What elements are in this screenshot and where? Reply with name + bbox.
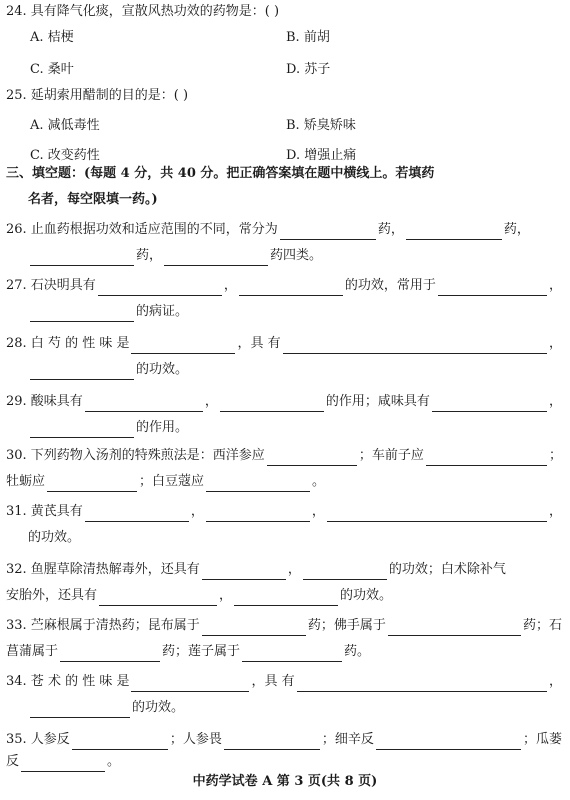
q30-text-c: ； <box>548 448 562 463</box>
q25-option-c: C. 改变药性 <box>30 148 100 163</box>
q33-text-d: 菖蒲属于 <box>6 644 59 659</box>
q33-text-c: 药；石 <box>522 618 562 633</box>
q28-text-a: 28. 白 芍 的 性 味 是 <box>6 336 130 351</box>
q31-text-b: ， <box>190 504 204 519</box>
q27-blank-2[interactable] <box>239 281 343 296</box>
q27-line1 <box>6 276 562 296</box>
q29-text-a: 29. 酸味具有 <box>6 394 83 409</box>
q27-text-e: 的病证。 <box>136 304 189 319</box>
q32-line1 <box>6 560 562 580</box>
q34-blank-1[interactable] <box>131 677 249 692</box>
q31-blank-3[interactable] <box>327 507 547 522</box>
q28-blank-3[interactable] <box>30 365 134 380</box>
q35-text-b: ；人参畏 <box>169 732 222 747</box>
q34-line2 <box>28 698 562 718</box>
q27-text-d: ， <box>548 278 562 293</box>
q24-stem <box>6 2 562 22</box>
q29-blank-3[interactable] <box>432 397 547 412</box>
q35-text-f: 。 <box>107 754 121 769</box>
q35-line1 <box>6 730 562 750</box>
q32-text-c: 的功效；白术除补气 <box>388 562 506 577</box>
q30-blank-4[interactable] <box>206 477 310 492</box>
q31-line2 <box>28 528 562 548</box>
q29-blank-1[interactable] <box>85 397 203 412</box>
q34-blank-2[interactable] <box>297 677 547 692</box>
q28-text-c: ， <box>548 336 562 351</box>
q26-blank-1[interactable] <box>280 225 376 240</box>
q26-text-b: 药， <box>377 222 404 237</box>
q34-line1 <box>6 672 562 692</box>
q27-text-b: ， <box>223 278 237 293</box>
q31-text-c: ， <box>311 504 325 519</box>
q29-line1 <box>6 392 562 412</box>
q24-option-a: A. 桔梗 <box>30 30 74 45</box>
q33-line1 <box>6 616 562 636</box>
q30-line1 <box>6 446 562 466</box>
q29-text-b: ， <box>204 394 218 409</box>
q31-line1 <box>6 502 562 522</box>
q28-blank-1[interactable] <box>131 339 235 354</box>
q25-option-b: B. 矫臭矫味 <box>286 118 356 133</box>
q29-text-d: ， <box>548 394 562 409</box>
q33-text-f: 药。 <box>344 644 371 659</box>
q34-text-b: ，具 有 <box>251 674 295 689</box>
q32-blank-4[interactable] <box>234 591 338 606</box>
q33-text-e: 药；莲子属于 <box>162 644 241 659</box>
q24-option-b: B. 前胡 <box>286 30 330 45</box>
q31-text-e: 的功效。 <box>28 530 81 545</box>
q29-text-e: 的作用。 <box>136 420 189 435</box>
q31-text-a: 31. 黄芪具有 <box>6 504 83 519</box>
q33-line2 <box>6 642 562 662</box>
q32-blank-3[interactable] <box>99 591 217 606</box>
q29-blank-2[interactable] <box>220 397 324 412</box>
q28-text-b: ，具 有 <box>237 336 281 351</box>
q30-blank-3[interactable] <box>47 477 137 492</box>
page-footer: 中药学试卷 A 第 3 页(共 8 页) <box>192 774 378 789</box>
section3-line1: 三、填空题：(每题 4 分，共 40 分。把正确答案填在题中横线上。若填药 <box>6 166 435 181</box>
q29-line2 <box>28 418 562 438</box>
q35-line2 <box>6 752 562 772</box>
q24-stem-text: 24. 具有降气化痰，宣散风热功效的药物是：( ) <box>6 4 280 19</box>
q33-blank-1[interactable] <box>202 621 306 636</box>
q26-blank-2[interactable] <box>406 225 502 240</box>
q25-stem-text: 25. 延胡索用醋制的目的是：( ) <box>6 88 189 103</box>
q32-text-f: 的功效。 <box>340 588 393 603</box>
q32-text-a: 32. 鱼腥草除清热解毒外，还具有 <box>6 562 200 577</box>
q31-text-d: ， <box>548 504 562 519</box>
q33-blank-4[interactable] <box>242 647 342 662</box>
q31-blank-2[interactable] <box>206 507 310 522</box>
q27-line2 <box>28 302 562 322</box>
q30-text-b: ；车前子应 <box>358 448 424 463</box>
q33-text-b: 药；佛手属于 <box>307 618 386 633</box>
q33-text-a: 33. 苎麻根属于清热药；昆布属于 <box>6 618 200 633</box>
section3-heading <box>6 164 562 184</box>
q30-blank-1[interactable] <box>267 451 357 466</box>
q32-text-b: ， <box>287 562 301 577</box>
q27-blank-4[interactable] <box>30 307 134 322</box>
q27-text-c: 的功效，常用于 <box>344 278 436 293</box>
q32-blank-2[interactable] <box>303 565 387 580</box>
q28-line2 <box>28 360 562 380</box>
section3-heading-cont <box>28 190 562 210</box>
q24-option-c: C. 桑叶 <box>30 62 74 77</box>
q34-text-c: ， <box>548 674 562 689</box>
q32-blank-1[interactable] <box>202 565 286 580</box>
q28-blank-2[interactable] <box>283 339 547 354</box>
q33-blank-2[interactable] <box>388 621 521 636</box>
q30-line2 <box>6 472 562 492</box>
q29-blank-4[interactable] <box>30 423 134 438</box>
q25-option-d: D. 增强止痛 <box>286 148 357 163</box>
q33-blank-3[interactable] <box>60 647 160 662</box>
q26-text-d: 药， <box>136 248 163 263</box>
q30-text-d: 牡蛎应 <box>6 474 46 489</box>
q27-blank-1[interactable] <box>98 281 222 296</box>
q25-option-a: A. 减低毒性 <box>30 118 100 133</box>
q30-text-f: 。 <box>312 474 326 489</box>
q26-line2 <box>28 246 562 266</box>
q35-blank-2[interactable] <box>224 735 320 750</box>
q32-text-e: ， <box>219 588 233 603</box>
q35-text-c: ；细辛反 <box>321 732 374 747</box>
q35-text-d: ；瓜蒌 <box>522 732 562 747</box>
q29-text-c: 的作用；咸味具有 <box>325 394 430 409</box>
q24-option-d: D. 苏子 <box>286 62 331 77</box>
q35-text-e: 反 <box>6 754 20 769</box>
q35-text-a: 35. 人参反 <box>6 732 70 747</box>
q34-text-a: 34. 苍 术 的 性 味 是 <box>6 674 130 689</box>
q34-text-d: 的功效。 <box>132 700 185 715</box>
q34-blank-3[interactable] <box>30 703 130 718</box>
q30-blank-2[interactable] <box>426 451 547 466</box>
q25-stem <box>6 86 562 106</box>
q32-line2 <box>6 586 562 606</box>
section3-line2: 名者，每空限填一药。) <box>28 192 158 207</box>
q27-blank-3[interactable] <box>438 281 547 296</box>
q35-blank-3[interactable] <box>376 735 521 750</box>
q30-text-a: 30. 下列药物入汤剂的特殊煎法是：西洋参应 <box>6 448 265 463</box>
q26-text-c: 药， <box>503 222 530 237</box>
q35-blank-1[interactable] <box>72 735 168 750</box>
q28-line1 <box>6 334 562 354</box>
q31-blank-1[interactable] <box>85 507 189 522</box>
q27-text-a: 27. 石决明具有 <box>6 278 96 293</box>
q26-text-e: 药四类。 <box>270 248 323 263</box>
q26-line1 <box>6 220 562 240</box>
q26-blank-4[interactable] <box>164 251 268 266</box>
q26-blank-3[interactable] <box>30 251 134 266</box>
q32-text-d: 安胎外，还具有 <box>6 588 98 603</box>
q30-text-e: ；白豆蔻应 <box>139 474 205 489</box>
q26-text-a: 26. 止血药根据功效和适应范围的不同，常分为 <box>6 222 278 237</box>
q28-text-d: 的功效。 <box>136 362 189 377</box>
